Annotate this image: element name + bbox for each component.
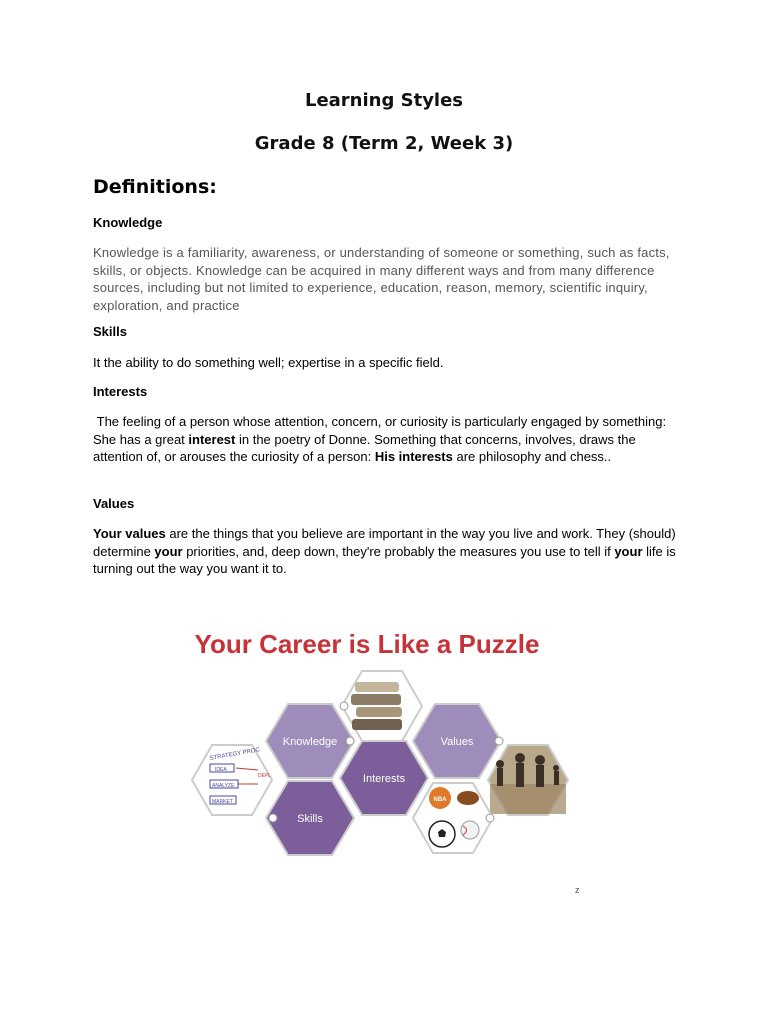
books-image-hex: [340, 671, 422, 741]
values-hex: [413, 704, 503, 778]
svg-text:ANALYZE: ANALYZE: [212, 783, 235, 789]
figure-title: Your Career is Like a Puzzle: [194, 629, 540, 659]
values-text: Your values are the things that you believe are important in the way you live and work. They (should) determine your priorities, and, deep down, they're probably the measures you use to tell if your life is turning out the way you want it to.: [93, 526, 680, 576]
bold-interest: interest: [188, 431, 236, 447]
bold-his-interests: His interests: [374, 449, 453, 464]
strategy-image-hex: [192, 745, 272, 815]
sports-image-hex: [413, 783, 494, 853]
knowledge-heading: Knowledge: [93, 215, 163, 230]
document-subtitle: Grade 8 (Term 2, Week 3): [254, 133, 514, 154]
svg-text:Knowledge: Knowledge: [282, 736, 338, 748]
svg-text:Interests: Interests: [362, 773, 406, 785]
document-title: Learning Styles: [304, 90, 464, 111]
bold-your-values: Your values: [93, 526, 166, 541]
svg-text:DEPL: DEPL: [258, 773, 272, 779]
svg-text:NBA: NBA: [433, 797, 447, 803]
family-image-hex: [488, 745, 568, 815]
interests-hex: [340, 741, 428, 815]
knowledge-hex: [266, 704, 354, 778]
career-puzzle-figure: [170, 594, 600, 904]
interests-text: The feeling of a person whose attention, concern, or curiosity is particularly engaged by something: She has a great interest in the poetry of Donne. Something that concerns, involves, draws the attention of, or arouses the curiosity of a person: His interests are philosophy and chess..: [93, 414, 670, 464]
svg-text:Values: Values: [440, 736, 474, 748]
svg-text:STRATEGY PROC: STRATEGY PROC: [209, 747, 261, 762]
bold-your-2: your: [614, 543, 643, 559]
bold-your: your: [154, 543, 183, 559]
svg-text:MARKET: MARKET: [212, 799, 233, 805]
svg-text:Skills: Skills: [297, 813, 323, 825]
svg-text:IDEA: IDEA: [215, 767, 227, 773]
puzzle-graphic: [170, 594, 600, 904]
interests-heading: Interests: [93, 384, 148, 399]
values-heading: Values: [93, 496, 135, 511]
skills-hex: [266, 781, 354, 855]
definitions-heading: Definitions:: [93, 176, 217, 198]
knowledge-text: Knowledge is a familiarity, awareness, or understanding of someone or something, such as facts, skills, or objects. Knowledge can be acquired in many different ways and from many difference sources, including but not limited to experience, education, reason, memory, scientific inquiry, exploration, and practice: [93, 245, 670, 313]
corner-mark: z: [575, 885, 580, 895]
skills-heading: Skills: [93, 324, 127, 339]
skills-text: It the ability to do something well; expertise in a specific field.: [93, 355, 444, 370]
